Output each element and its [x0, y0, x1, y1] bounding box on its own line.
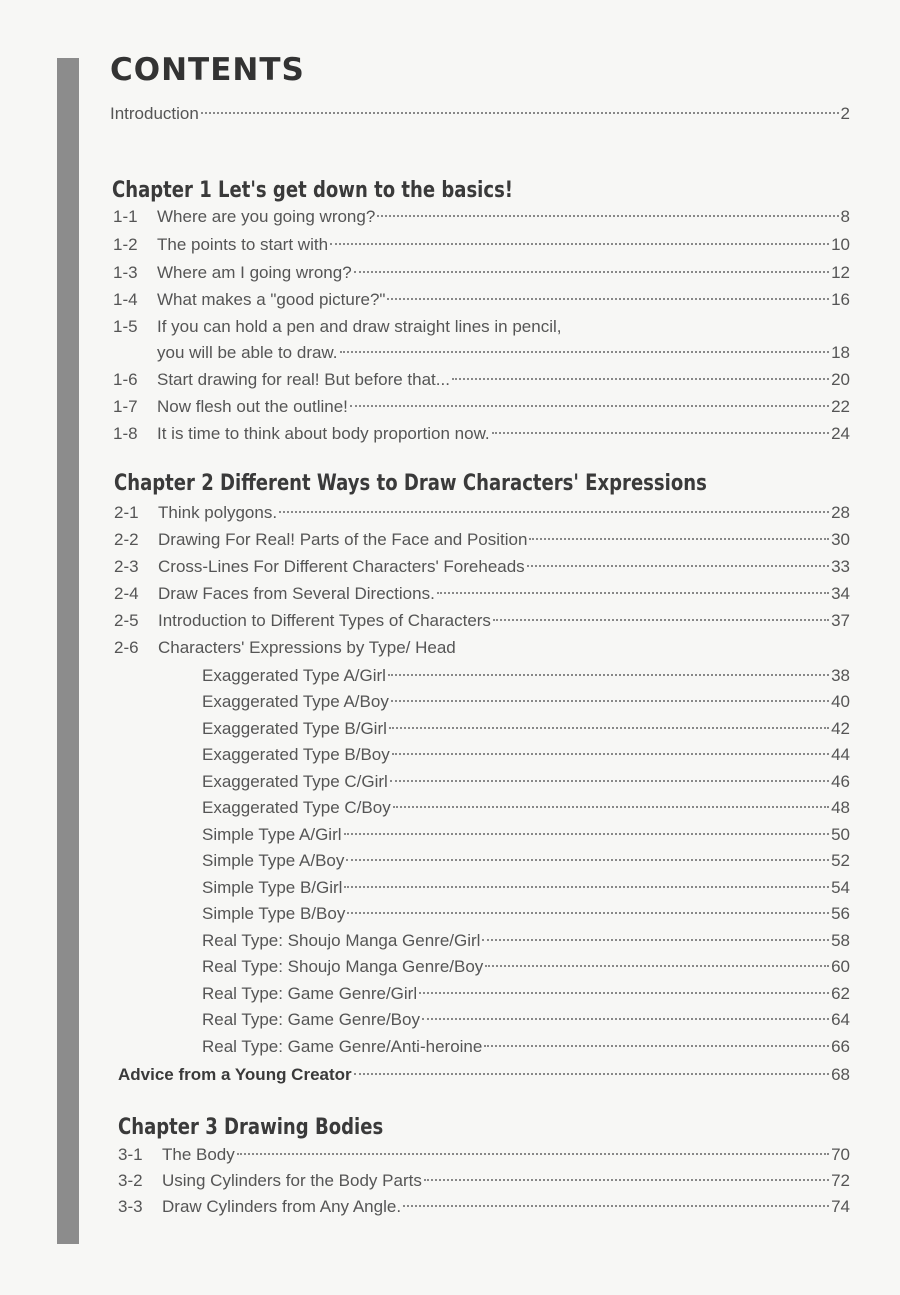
toc-subentry[interactable] [202, 957, 850, 981]
leader-dots [419, 992, 829, 994]
toc-entry-text: Introduction to Different Types of Characters [158, 611, 491, 630]
page-title: CONTENTS [110, 52, 305, 88]
leader-dots [492, 432, 829, 434]
toc-subentry[interactable] [202, 745, 850, 769]
leader-dots [422, 1018, 829, 1020]
toc-entry-text: Real Type: Shoujo Manga Genre/Boy [202, 957, 484, 976]
toc-page-number: 40 [831, 692, 850, 711]
leader-dots [437, 592, 829, 594]
toc-entry-number: 2-6 [114, 638, 139, 657]
toc-page-number: 38 [831, 666, 850, 685]
toc-page-number: 8 [840, 207, 850, 226]
toc-entry-text: Where are you going wrong? [157, 207, 376, 226]
toc-entry-text: Cross-Lines For Different Characters' Foreheads [158, 557, 525, 576]
toc-subentry[interactable] [202, 798, 850, 822]
leader-dots [388, 674, 829, 676]
toc-entry-text: Exaggerated Type A/Girl [202, 666, 386, 685]
toc-entry-1-3[interactable] [113, 263, 850, 287]
toc-entry-text: Exaggerated Type A/Boy [202, 692, 389, 711]
leader-dots [393, 806, 829, 808]
toc-page-number: 16 [831, 290, 850, 309]
leader-dots [346, 859, 829, 861]
toc-entry-2-1[interactable] [114, 503, 850, 527]
toc-page-number: 66 [831, 1037, 850, 1056]
toc-entry-number: 3-3 [118, 1197, 143, 1216]
leader-dots [529, 538, 829, 540]
toc-subentry[interactable] [202, 772, 850, 796]
toc-entry-text: Exaggerated Type C/Boy [202, 798, 391, 817]
toc-page-number: 62 [831, 984, 850, 1003]
leader-dots [354, 1073, 829, 1075]
leader-dots [485, 965, 829, 967]
toc-entry-number: 2-2 [114, 530, 139, 549]
toc-entry-1-6[interactable] [113, 370, 850, 394]
toc-entry-text: Characters' Expressions by Type/ Head [158, 638, 456, 657]
toc-page-number: 70 [831, 1145, 850, 1164]
leader-dots [354, 271, 829, 273]
toc-page-number: 48 [831, 798, 850, 817]
toc-entry-text: Introduction [110, 104, 199, 123]
toc-entry-2-4[interactable] [114, 584, 850, 608]
toc-entry-text: Draw Faces from Several Directions. [158, 584, 435, 603]
toc-page-number: 33 [831, 557, 850, 576]
toc-subentry[interactable] [202, 984, 850, 1008]
toc-page-number: 10 [831, 235, 850, 254]
toc-entry-number: 1-4 [113, 290, 138, 309]
toc-entry-text: If you can hold a pen and draw straight lines in pencil, [157, 317, 562, 336]
toc-entry-text: Real Type: Game Genre/Girl [202, 984, 418, 1003]
leader-dots [330, 243, 829, 245]
toc-entry-2-3[interactable] [114, 557, 850, 581]
toc-entry-text: The Body [162, 1145, 235, 1164]
leader-dots [201, 112, 839, 114]
toc-entry-number: 2-3 [114, 557, 139, 576]
toc-page-number: 68 [831, 1065, 850, 1084]
toc-entry-3-3[interactable] [118, 1197, 850, 1221]
toc-subentry[interactable] [202, 825, 850, 849]
leader-dots [279, 511, 829, 513]
leader-dots [403, 1205, 829, 1207]
toc-entry-number: 2-5 [114, 611, 139, 630]
toc-entry-1-5[interactable] [113, 317, 850, 341]
side-bar [57, 58, 79, 1244]
leader-dots [392, 753, 829, 755]
leader-dots [344, 833, 830, 835]
toc-entry-text: Drawing For Real! Parts of the Face and Position [158, 530, 528, 549]
toc-entry-text: Now flesh out the outline! [157, 397, 348, 416]
toc-entry-text: Exaggerated Type B/Girl [202, 719, 387, 738]
toc-entry-1-1[interactable] [113, 207, 850, 231]
toc-page-number: 44 [831, 745, 850, 764]
toc-entry-text: Exaggerated Type B/Boy [202, 745, 390, 764]
toc-page-number: 64 [831, 1010, 850, 1029]
leader-dots [340, 351, 830, 353]
toc-entry-1-2[interactable] [113, 235, 850, 259]
toc-entry-1-7[interactable] [113, 397, 850, 421]
leader-dots [389, 727, 829, 729]
toc-intro[interactable] [110, 104, 850, 128]
toc-entry-text: Exaggerated Type C/Girl [202, 772, 388, 791]
toc-subentry[interactable] [202, 904, 850, 928]
leader-dots [527, 565, 829, 567]
toc-page-number: 74 [831, 1197, 850, 1216]
toc-entry-text: Simple Type B/Boy [202, 904, 346, 923]
leader-dots [344, 886, 829, 888]
toc-subentry[interactable] [202, 719, 850, 743]
toc-page-number: 37 [831, 611, 850, 630]
toc-entry-text: It is time to think about body proportion now. [157, 424, 490, 443]
toc-entry-text: Real Type: Game Genre/Boy [202, 1010, 420, 1029]
toc-entry-1-5-continued[interactable] [157, 343, 850, 367]
toc-entry-text: you will be able to draw. [157, 343, 338, 362]
toc-page-number: 2 [840, 104, 850, 123]
leader-dots [237, 1153, 829, 1155]
toc-page-number: 46 [831, 772, 850, 791]
chapter-2-title: Chapter 2 Different Ways to Draw Characters' Expressions [114, 471, 707, 496]
toc-page-number: 22 [831, 397, 850, 416]
toc-page-number: 34 [831, 584, 850, 603]
leader-dots [482, 939, 829, 941]
toc-page-number: 30 [831, 530, 850, 549]
toc-page-number: 60 [831, 957, 850, 976]
toc-subentry[interactable] [202, 692, 850, 716]
toc-page-number: 42 [831, 719, 850, 738]
toc-entry-2-2[interactable] [114, 530, 850, 554]
toc-entry-text: Simple Type B/Girl [202, 878, 343, 897]
toc-advice[interactable] [118, 1065, 850, 1089]
toc-entry-number: 1-5 [113, 317, 138, 336]
toc-page-number: 52 [831, 851, 850, 870]
toc-page-number: 58 [831, 931, 850, 950]
toc-entry-3-1[interactable] [118, 1145, 850, 1169]
toc-entry-number: 1-2 [113, 235, 138, 254]
toc-subentry[interactable] [202, 1037, 850, 1061]
toc-page-number: 72 [831, 1171, 850, 1190]
leader-dots [347, 912, 829, 914]
toc-page-number: 56 [831, 904, 850, 923]
toc-entry-1-8[interactable] [113, 424, 850, 448]
leader-dots [387, 298, 829, 300]
toc-entry-number: 1-7 [113, 397, 138, 416]
leader-dots [377, 215, 838, 217]
toc-subentry[interactable] [202, 931, 850, 955]
toc-entry-text: Real Type: Shoujo Manga Genre/Girl [202, 931, 481, 950]
toc-page-number: 20 [831, 370, 850, 389]
toc-entry-number: 1-1 [113, 207, 138, 226]
chapter-3-title: Chapter 3 Drawing Bodies [118, 1115, 384, 1140]
toc-subentry[interactable] [202, 878, 850, 902]
toc-page-number: 54 [831, 878, 850, 897]
toc-entry-text: Where am I going wrong? [157, 263, 352, 282]
toc-page-number: 18 [831, 343, 850, 362]
leader-dots [350, 405, 829, 407]
toc-entry-number: 2-4 [114, 584, 139, 603]
toc-entry-text: Start drawing for real! But before that... [157, 370, 450, 389]
leader-dots [390, 780, 829, 782]
toc-entry-3-2[interactable] [118, 1171, 850, 1195]
toc-entry-number: 2-1 [114, 503, 139, 522]
toc-entry-1-4[interactable] [113, 290, 850, 314]
toc-entry-text: Think polygons. [158, 503, 278, 522]
toc-entry-text: Draw Cylinders from Any Angle. [162, 1197, 402, 1216]
chapter-1-title: Chapter 1 Let's get down to the basics! [112, 178, 514, 203]
toc-entry-2-6[interactable] [114, 638, 850, 662]
toc-entry-text: The points to start with [157, 235, 329, 254]
toc-page-number: 24 [831, 424, 850, 443]
toc-page-number: 28 [831, 503, 850, 522]
leader-dots [493, 619, 829, 621]
toc-entry-text: Simple Type A/Girl [202, 825, 342, 844]
toc-entry-number: 3-2 [118, 1171, 143, 1190]
leader-dots [452, 378, 829, 380]
leader-dots [484, 1045, 829, 1047]
leader-dots [424, 1179, 829, 1181]
toc-subentry[interactable] [202, 851, 850, 875]
toc-entry-number: 1-3 [113, 263, 138, 282]
toc-entry-2-5[interactable] [114, 611, 850, 635]
toc-subentry[interactable] [202, 666, 850, 690]
toc-page-number: 50 [831, 825, 850, 844]
toc-page-number: 12 [831, 263, 850, 282]
toc-entry-text: Simple Type A/Boy [202, 851, 345, 870]
toc-entry-text: What makes a "good picture?" [157, 290, 386, 309]
toc-entry-number: 1-8 [113, 424, 138, 443]
toc-entry-number: 1-6 [113, 370, 138, 389]
toc-subentry[interactable] [202, 1010, 850, 1034]
toc-entry-number: 3-1 [118, 1145, 143, 1164]
toc-entry-text: Real Type: Game Genre/Anti-heroine [202, 1037, 483, 1056]
leader-dots [391, 700, 829, 702]
toc-entry-text: Advice from a Young Creator [118, 1065, 352, 1084]
toc-entry-text: Using Cylinders for the Body Parts [162, 1171, 422, 1190]
